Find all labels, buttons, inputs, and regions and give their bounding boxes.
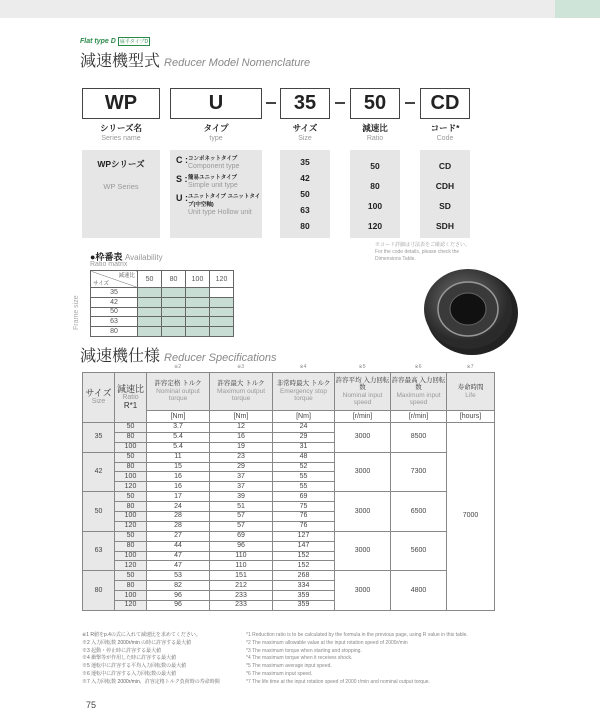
footnote: ※3 起動・停止時に許容する最大値 xyxy=(82,647,162,654)
max-torque-cell: 12 xyxy=(210,423,273,433)
label-en: type xyxy=(209,135,223,142)
matrix-cell-available xyxy=(186,327,210,337)
footnote: *5 The maximum average input speed. xyxy=(246,663,332,670)
emergency-torque-cell: 75 xyxy=(273,502,335,512)
model-box-type: U xyxy=(170,88,262,119)
top-band xyxy=(0,0,555,18)
footnote: ※5 運転中に許容する平均入力回転数の最大値 xyxy=(82,663,187,670)
emergency-torque-cell: 55 xyxy=(273,482,335,492)
unit-cell: [Nm] xyxy=(273,411,335,423)
max-torque-cell: 233 xyxy=(210,601,273,611)
max-input-speed-cell: 5600 xyxy=(391,531,447,571)
availability-title-en: Availability xyxy=(124,253,163,262)
matrix-cell-available xyxy=(186,307,210,317)
dash xyxy=(405,102,415,104)
footnote: ※7 入力回転数 2000r/min、許容定格トルク負荷時の寿命時間 xyxy=(82,678,220,685)
emergency-torque-cell: 31 xyxy=(273,442,335,452)
max-torque-cell: 57 xyxy=(210,521,273,531)
nominal-input-speed-cell: 3000 xyxy=(335,423,391,453)
ratio-cell: 50 xyxy=(115,571,147,581)
size-cell: 63 xyxy=(83,531,115,571)
code-note-en: For the code details, please check the Dimensions Table. xyxy=(375,249,460,262)
header-jp: 許容最大 トルク xyxy=(217,380,265,388)
nominal-input-speed-cell: 3000 xyxy=(335,571,391,611)
nominal-torque-cell: 3.7 xyxy=(147,423,210,433)
label-ratio xyxy=(350,123,400,143)
column-header xyxy=(147,373,210,411)
matrix-cell-available xyxy=(186,317,210,327)
page-title xyxy=(80,48,310,71)
code-box xyxy=(420,150,470,238)
dash xyxy=(335,102,345,104)
size-cell: 35 xyxy=(83,423,115,453)
series-en: WP Series xyxy=(103,182,139,191)
code-note xyxy=(375,242,470,263)
emergency-torque-cell: 55 xyxy=(273,472,335,482)
reducer-product-image xyxy=(420,263,520,358)
matrix-cell-available xyxy=(138,327,162,337)
matrix-row xyxy=(91,307,234,317)
table-row xyxy=(83,423,495,433)
emergency-torque-cell: 334 xyxy=(273,581,335,591)
nominal-torque-cell: 96 xyxy=(147,591,210,601)
header-en: Size xyxy=(91,398,106,405)
ratio-cell: 100 xyxy=(115,551,147,561)
header-jp: 非常時最大 トルク xyxy=(276,380,331,388)
emergency-torque-cell: 147 xyxy=(273,541,335,551)
emergency-torque-cell: 152 xyxy=(273,551,335,561)
matrix-size: 80 xyxy=(91,327,138,337)
ratio-cell: 50 xyxy=(115,423,147,433)
matrix-cell-available xyxy=(162,288,186,298)
ratio-cell: 120 xyxy=(115,561,147,571)
ratio-cell: 80 xyxy=(115,432,147,442)
nominal-torque-cell: 5.4 xyxy=(147,442,210,452)
footnote: *3 The maximum torque when starting and stopping. xyxy=(246,647,362,654)
corner-size: サイズ xyxy=(93,281,110,287)
nominal-torque-cell: 28 xyxy=(147,521,210,531)
max-torque-cell: 212 xyxy=(210,581,273,591)
max-torque-cell: 69 xyxy=(210,531,273,541)
matrix-size: 50 xyxy=(91,307,138,317)
header-jp: 許容最高 入力回転数 xyxy=(391,376,446,391)
type-box xyxy=(170,150,262,238)
series-box xyxy=(82,150,160,238)
label-jp: サイズ xyxy=(292,123,318,133)
emergency-torque-cell: 152 xyxy=(273,561,335,571)
unit-cell: [Nm] xyxy=(147,411,210,423)
nominal-torque-cell: 47 xyxy=(147,561,210,571)
label-en: Series name xyxy=(101,135,141,142)
size-cell: 50 xyxy=(83,492,115,532)
corner-ratio: 減速比 xyxy=(118,273,135,279)
frame-size-label: Frame size xyxy=(73,295,80,330)
nominal-torque-cell: 5.4 xyxy=(147,432,210,442)
option-ratios: 100 xyxy=(367,201,383,211)
header-jp: 許容定格 トルク xyxy=(154,380,202,388)
footnote: *7 The life time at the input rotation speed of 2000 r/min and nominal output torque. xyxy=(246,678,430,685)
emergency-torque-cell: 359 xyxy=(273,591,335,601)
specs-header-row xyxy=(83,373,495,411)
label-jp: シリーズ名 xyxy=(99,123,143,133)
header-jp: 寿命時間 xyxy=(457,384,484,391)
dash xyxy=(266,102,276,104)
header-jp: 許容平均 入力回転数 xyxy=(335,376,390,391)
max-torque-cell: 29 xyxy=(210,462,273,472)
matrix-header-row xyxy=(91,271,234,288)
nominal-torque-cell: 27 xyxy=(147,531,210,541)
emergency-torque-cell: 359 xyxy=(273,601,335,611)
nominal-torque-cell: 17 xyxy=(147,492,210,502)
emergency-torque-cell: 127 xyxy=(273,531,335,541)
nominal-torque-cell: 96 xyxy=(147,601,210,611)
label-type xyxy=(170,123,262,143)
emergency-torque-cell: 52 xyxy=(273,462,335,472)
label-size xyxy=(280,123,330,143)
max-torque-cell: 16 xyxy=(210,432,273,442)
specs-title xyxy=(80,343,277,366)
type-key: U : xyxy=(176,193,188,203)
code-note-jp: ※コード詳細は寸法表をご確認ください。 xyxy=(375,242,471,248)
specs-table xyxy=(82,372,495,611)
column-ref-mark: ※2 xyxy=(174,364,181,370)
column-ref-mark: ※3 xyxy=(237,364,244,370)
column-header xyxy=(83,373,115,423)
matrix-cell-available xyxy=(138,307,162,317)
footnote: ※4 衝撃等が作用した時に許容する最大値 xyxy=(82,655,177,662)
option-codes: SDH xyxy=(436,221,454,231)
type-en: Unit type Hollow unit xyxy=(188,209,252,216)
matrix-corner xyxy=(91,271,138,288)
nominal-torque-cell: 53 xyxy=(147,571,210,581)
option-codes: SD xyxy=(439,201,451,211)
option-codes: CDH xyxy=(435,181,455,191)
matrix-cell-available xyxy=(186,297,210,307)
footnote: ※1 R値をp.4の式に入れて減速比を求めてください。 xyxy=(82,632,201,638)
unit-cell: [hours] xyxy=(447,411,495,423)
ratio-cell: 50 xyxy=(115,531,147,541)
option-ratios: 50 xyxy=(370,161,380,171)
emergency-torque-cell: 76 xyxy=(273,512,335,522)
max-torque-cell: 19 xyxy=(210,442,273,452)
nominal-input-speed-cell: 3000 xyxy=(335,452,391,492)
max-torque-cell: 151 xyxy=(210,571,273,581)
specs-title-jp: 減速機仕様 xyxy=(80,348,161,365)
table-row xyxy=(83,531,495,541)
type-jp: コンポネットタイプ xyxy=(188,156,238,162)
notes-jp xyxy=(82,632,220,687)
ratio-cell: 50 xyxy=(115,452,147,462)
notes-en xyxy=(246,632,468,687)
emergency-torque-cell: 76 xyxy=(273,521,335,531)
column-header xyxy=(273,373,335,411)
option-sizes: 80 xyxy=(300,221,310,231)
matrix-cell-available xyxy=(210,317,234,327)
ratio-cell: 80 xyxy=(115,581,147,591)
label-en: Ratio xyxy=(366,135,384,142)
matrix-cell-available xyxy=(162,307,186,317)
table-row xyxy=(83,571,495,581)
unit-cell: [r/min] xyxy=(391,411,447,423)
subtitle-tag: 扁平タイプD xyxy=(119,39,149,45)
type-option xyxy=(176,174,262,190)
footnote: *4 The maximum torque when it receives shock. xyxy=(246,655,353,662)
matrix-size: 63 xyxy=(91,317,138,327)
ratio-cell: 120 xyxy=(115,601,147,611)
matrix-row xyxy=(91,288,234,298)
subtitle-text: Flat type D xyxy=(80,38,116,45)
emergency-torque-cell: 24 xyxy=(273,423,335,433)
header-en: Nominal output torque xyxy=(156,387,200,403)
option-sizes: 63 xyxy=(300,205,310,215)
matrix-row xyxy=(91,317,234,327)
matrix-cell-available xyxy=(138,288,162,298)
column-ref-mark: ※4 xyxy=(299,364,307,370)
ratio-cell: 120 xyxy=(115,482,147,492)
column-header xyxy=(115,373,147,423)
ratio-cell: 100 xyxy=(115,472,147,482)
nominal-torque-cell: 47 xyxy=(147,551,210,561)
type-option xyxy=(176,193,262,217)
ratio-cell: 80 xyxy=(115,502,147,512)
type-jp: ユニットタイプ ユニットタイプ(中空軸) xyxy=(188,194,261,208)
matrix-ratio-header: 80 xyxy=(162,271,186,288)
matrix-cell-available xyxy=(210,297,234,307)
matrix-cell-unavailable xyxy=(210,288,234,298)
size-cell: 80 xyxy=(83,571,115,611)
matrix-size: 35 xyxy=(91,288,138,298)
label-jp: コード* xyxy=(430,123,460,133)
column-ref-mark: ※5 xyxy=(358,364,366,370)
ratio-cell: 50 xyxy=(115,492,147,502)
availability-matrix xyxy=(90,270,234,337)
header-jp: サイズ xyxy=(85,387,112,398)
header-en: Maximum input speed xyxy=(396,391,441,406)
series-jp: WPシリーズ xyxy=(97,159,145,169)
max-torque-cell: 96 xyxy=(210,541,273,551)
type-key: S : xyxy=(176,174,188,184)
unit-cell: [r/min] xyxy=(335,411,391,423)
max-input-speed-cell: 7300 xyxy=(391,452,447,492)
nominal-input-speed-cell: 3000 xyxy=(335,492,391,532)
footnote: *2 The maximum allowable value at the input rotation speed of 2000r/min xyxy=(246,639,408,646)
ratio-cell: 100 xyxy=(115,512,147,522)
matrix-cell-available xyxy=(138,317,162,327)
header-en: Life xyxy=(465,391,476,399)
footnote: *6 The maximum input speed. xyxy=(246,670,313,677)
header-jp: 減速比 xyxy=(116,383,144,394)
max-torque-cell: 110 xyxy=(210,561,273,571)
matrix-cell-available xyxy=(162,297,186,307)
header-en: Emergency stop torque xyxy=(280,387,327,403)
model-box-series: WP xyxy=(82,88,160,119)
matrix-row xyxy=(91,297,234,307)
nominal-torque-cell: 24 xyxy=(147,502,210,512)
footnote: *1 Reduction ratio is to be calculated by the formula in the previous page, using R value in this table. xyxy=(246,632,468,638)
emergency-torque-cell: 268 xyxy=(273,571,335,581)
max-input-speed-cell: 6500 xyxy=(391,492,447,532)
column-header xyxy=(210,373,273,411)
nominal-torque-cell: 82 xyxy=(147,581,210,591)
header-en: Nominal input speed xyxy=(342,391,383,406)
matrix-cell-available xyxy=(186,288,210,298)
ratio-box xyxy=(350,150,400,238)
matrix-ratio-header: 100 xyxy=(186,271,210,288)
table-row xyxy=(83,452,495,462)
model-box-ratio: 50 xyxy=(350,88,400,119)
column-header xyxy=(335,373,391,411)
matrix-cell-available xyxy=(210,327,234,337)
size-cell: 42 xyxy=(83,452,115,492)
type-jp: 簡易ユニットタイプ xyxy=(188,175,238,181)
availability-title-jp: ●枠番表 xyxy=(90,252,123,262)
max-input-speed-cell: 4800 xyxy=(391,571,447,611)
type-en: Component type xyxy=(188,163,240,170)
emergency-torque-cell: 48 xyxy=(273,452,335,462)
header-sub: R*1 xyxy=(123,400,138,410)
matrix-ratio-header: 50 xyxy=(138,271,162,288)
max-torque-cell: 37 xyxy=(210,472,273,482)
type-option xyxy=(176,155,262,171)
max-torque-cell: 23 xyxy=(210,452,273,462)
ratio-cell: 100 xyxy=(115,591,147,601)
title-en: Reducer Model Nomenclature xyxy=(164,57,311,69)
option-sizes: 50 xyxy=(300,189,310,199)
option-sizes: 42 xyxy=(300,173,310,183)
column-ref-mark: ※7 xyxy=(466,364,474,370)
matrix-cell-available xyxy=(162,317,186,327)
section-subtitle xyxy=(80,37,150,46)
title-jp: 減速機型式 xyxy=(80,53,161,70)
option-codes: CD xyxy=(438,161,452,171)
column-ref-mark: ※6 xyxy=(414,364,422,370)
label-jp: タイプ xyxy=(203,123,229,133)
size-box xyxy=(280,150,330,238)
max-torque-cell: 233 xyxy=(210,591,273,601)
footnote: ※6 運転中に許容する入力回転数の最大値 xyxy=(82,670,177,677)
nominal-torque-cell: 44 xyxy=(147,541,210,551)
label-jp: 減速比 xyxy=(362,123,388,133)
header-en: Ratio xyxy=(122,394,139,402)
emergency-torque-cell: 29 xyxy=(273,432,335,442)
max-torque-cell: 37 xyxy=(210,482,273,492)
footnote: ※2 入力回転数 2000r/min の時に許容する最大値 xyxy=(82,639,192,646)
life-cell: 7000 xyxy=(447,423,495,611)
unit-cell: [Nm] xyxy=(210,411,273,423)
nominal-torque-cell: 16 xyxy=(147,472,210,482)
table-row xyxy=(83,492,495,502)
type-en: Simple unit type xyxy=(188,182,238,189)
label-code xyxy=(420,123,470,143)
max-torque-cell: 57 xyxy=(210,512,273,522)
model-box-code: CD xyxy=(420,88,470,119)
header-en: Maximum output torque xyxy=(216,387,266,403)
option-sizes: 35 xyxy=(300,157,310,167)
option-ratios: 80 xyxy=(370,181,380,191)
label-en: Size xyxy=(298,135,312,142)
matrix-cell-available xyxy=(210,307,234,317)
top-band-accent xyxy=(555,0,600,18)
max-torque-cell: 51 xyxy=(210,502,273,512)
emergency-torque-cell: 69 xyxy=(273,492,335,502)
nominal-torque-cell: 16 xyxy=(147,482,210,492)
max-torque-cell: 110 xyxy=(210,551,273,561)
ratio-cell: 100 xyxy=(115,442,147,452)
column-header xyxy=(447,373,495,411)
model-box-size: 35 xyxy=(280,88,330,119)
max-torque-cell: 39 xyxy=(210,492,273,502)
matrix-ratio-header: 120 xyxy=(210,271,234,288)
max-input-speed-cell: 8500 xyxy=(391,423,447,453)
column-header xyxy=(391,373,447,411)
matrix-cell-available xyxy=(138,297,162,307)
ratio-cell: 80 xyxy=(115,462,147,472)
label-en: Code xyxy=(436,135,454,142)
ratio-cell: 120 xyxy=(115,521,147,531)
ratio-matrix-label: Ratio matrix xyxy=(90,261,128,268)
nominal-torque-cell: 11 xyxy=(147,452,210,462)
matrix-row xyxy=(91,327,234,337)
nominal-torque-cell: 15 xyxy=(147,462,210,472)
nominal-input-speed-cell: 3000 xyxy=(335,531,391,571)
specs-title-en: Reducer Specifications xyxy=(164,352,277,364)
matrix-size: 42 xyxy=(91,297,138,307)
matrix-cell-available xyxy=(162,327,186,337)
ratio-cell: 80 xyxy=(115,541,147,551)
page-number: 75 xyxy=(86,700,97,710)
type-key: C : xyxy=(176,155,188,165)
nominal-torque-cell: 28 xyxy=(147,512,210,522)
option-ratios: 120 xyxy=(367,221,383,231)
label-series xyxy=(82,123,160,143)
